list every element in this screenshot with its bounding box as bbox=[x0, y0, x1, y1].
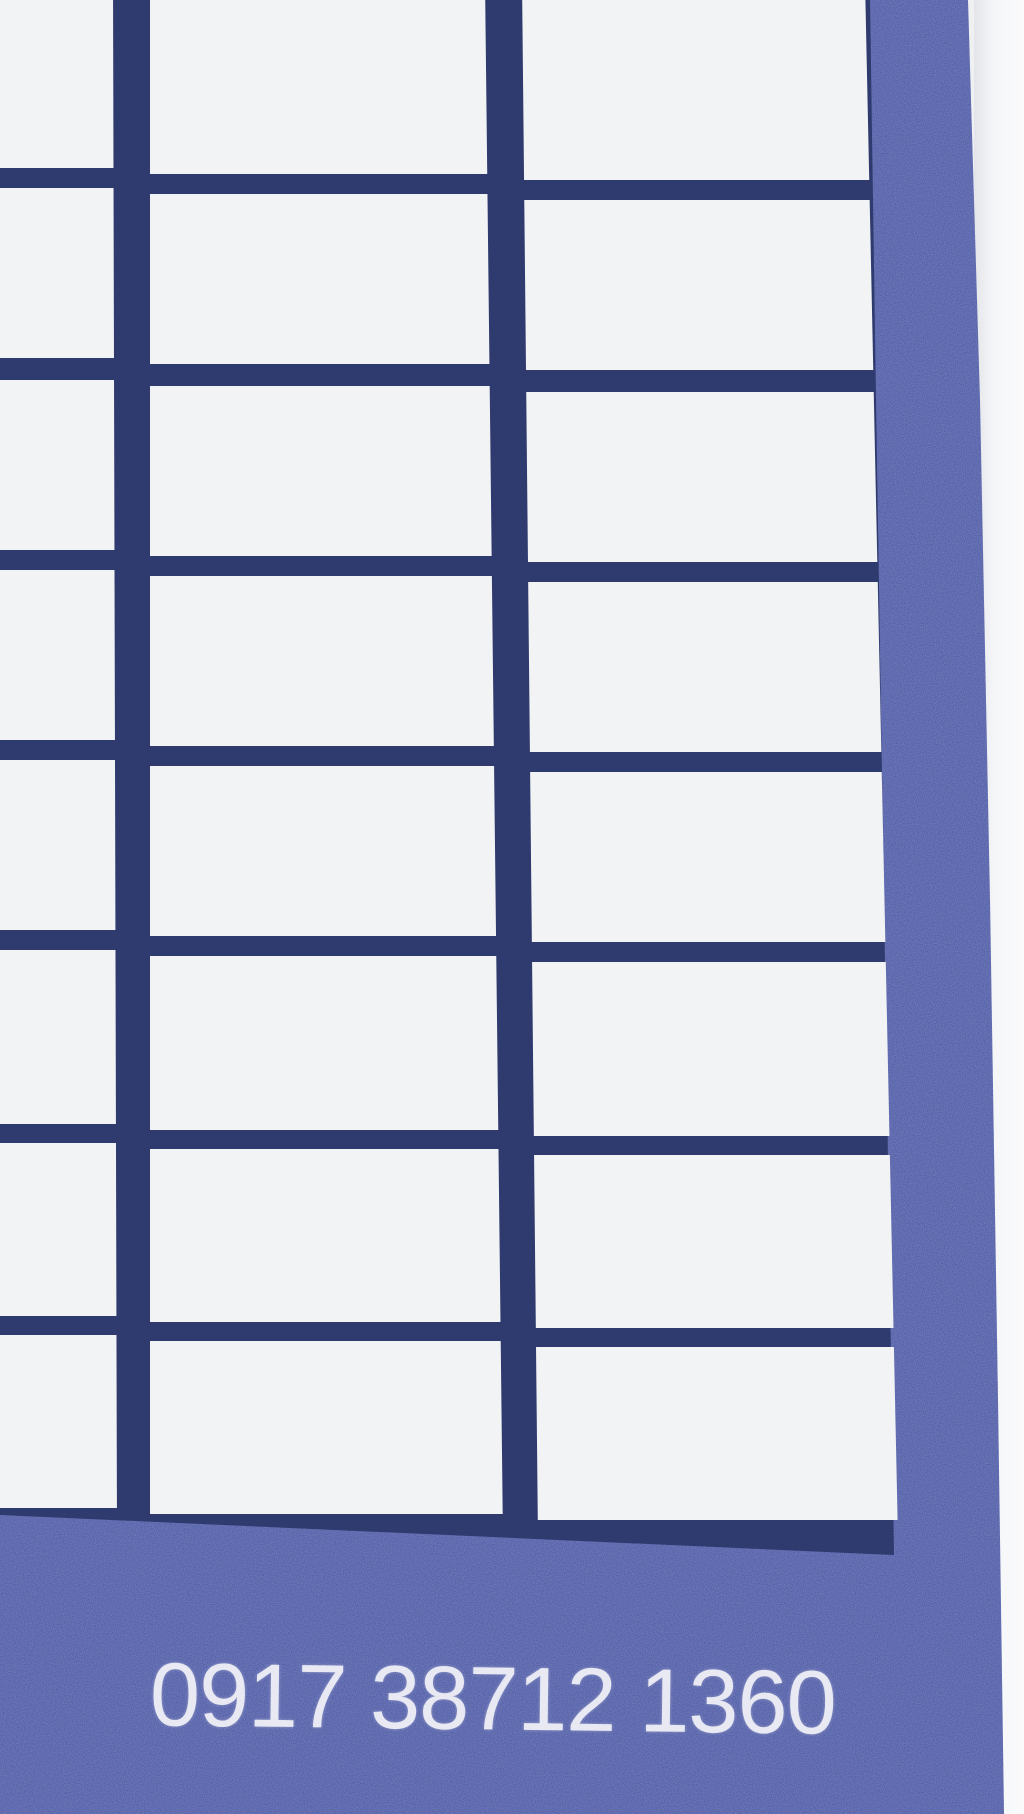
grid-cell bbox=[536, 1347, 898, 1520]
grid-cell bbox=[526, 392, 877, 562]
grid-cell bbox=[532, 962, 889, 1136]
grid-cell bbox=[530, 772, 885, 942]
grid-cell bbox=[528, 582, 881, 752]
grid-cell bbox=[0, 950, 116, 1124]
grid-cell bbox=[0, 1143, 116, 1316]
grid-cell bbox=[150, 766, 496, 936]
grid-cell bbox=[534, 1155, 893, 1328]
card-number: 0917 38712 1360 bbox=[149, 1645, 837, 1754]
grid-cell bbox=[522, 0, 869, 180]
grid-cell bbox=[0, 0, 113, 168]
grid-cell bbox=[150, 194, 489, 364]
grid-cell bbox=[150, 386, 492, 556]
grid-cell bbox=[150, 0, 487, 174]
grid-cell bbox=[0, 570, 115, 740]
grid-cell bbox=[150, 576, 494, 746]
grid-cell bbox=[0, 760, 115, 930]
grid-cell bbox=[0, 380, 114, 550]
grid-cell bbox=[0, 1335, 117, 1508]
grid-cell bbox=[150, 1149, 500, 1322]
grid-cell bbox=[524, 200, 873, 370]
grid-cell bbox=[150, 956, 498, 1130]
grid-cell bbox=[150, 1341, 503, 1514]
grid-cell bbox=[0, 188, 114, 358]
